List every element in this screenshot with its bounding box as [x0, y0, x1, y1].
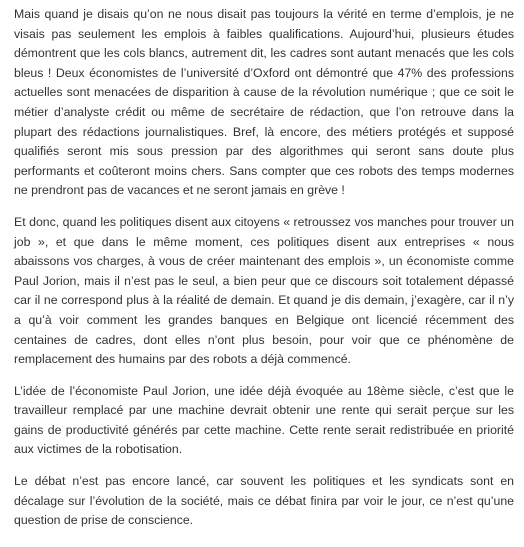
paragraph-jorion-idea: L’idée de l’économiste Paul Jorion, une idée déjà évoquée au 18ème siècle, c’est que le travailleur remplacé par une machine devrait obtenir une rente qui serait perçue sur les gains de productivité générés par cette machine. Cette rente serait redistribuée en priorité aux victimes de la robotisation.	[14, 383, 514, 457]
paragraph-politicians-discourse: Et donc, quand les politiques disent aux citoyens « retroussez vos manches pour trouver un job », et que dans le même moment, ces politiques disent aux entreprises « nous abaissons vos charges, à vous de créer maintenant des emplois », un économiste comme Paul Jorion, mais il n’est pas le seul, a bien peur que ce discours soit totalement dépassé car il ne correspond plus à la réalité de demain. Et quand je dis demain, j’exagère, car il n’y a qu’à voir comment les grandes banques en Belgique ont licencié récemment des centaines de cadres, dont elles n’ont plus besoin, pour voir que ce phénomène de remplacement des humains par des robots a déjà commencé.	[14, 214, 514, 367]
paragraph-jobs-truth: Mais quand je disais qu’on ne nous disait pas toujours la vérité en terme d’emplois, je ne visais pas seulement les emplois à faibles qualifications. Aujourd’hui, plusieurs études démontrent que les cols blancs, autrement dit, les cadres sont autant menacés que les cols bleus ! Deux économistes de l’université d’Oxford ont démontré que 47% des professions actuelles sont menacées de disparition à cause de la révolution numérique ; que ce soit le métier d’analyste crédit ou même de secrétaire de rédaction, que l’on retrouve dans la plupart des rédactions journalistiques. Bref, là encore, des métiers protégés et supposé qualifiés seront mis sous pression par des algorithmes qui seront sans doute plus performants et coûteront moins chers. Sans compter que ces robots des temps modernes ne prendront pas de vacances et ne seront jamais en grève !	[14, 7, 514, 198]
paragraph-debate: Le débat n’est pas encore lancé, car souvent les politiques et les syndicats sont en décalage sur l’évolution de la société, mais ce débat finira par voir le jour, ce n’est qu’une question de prise de conscience.	[14, 474, 514, 528]
